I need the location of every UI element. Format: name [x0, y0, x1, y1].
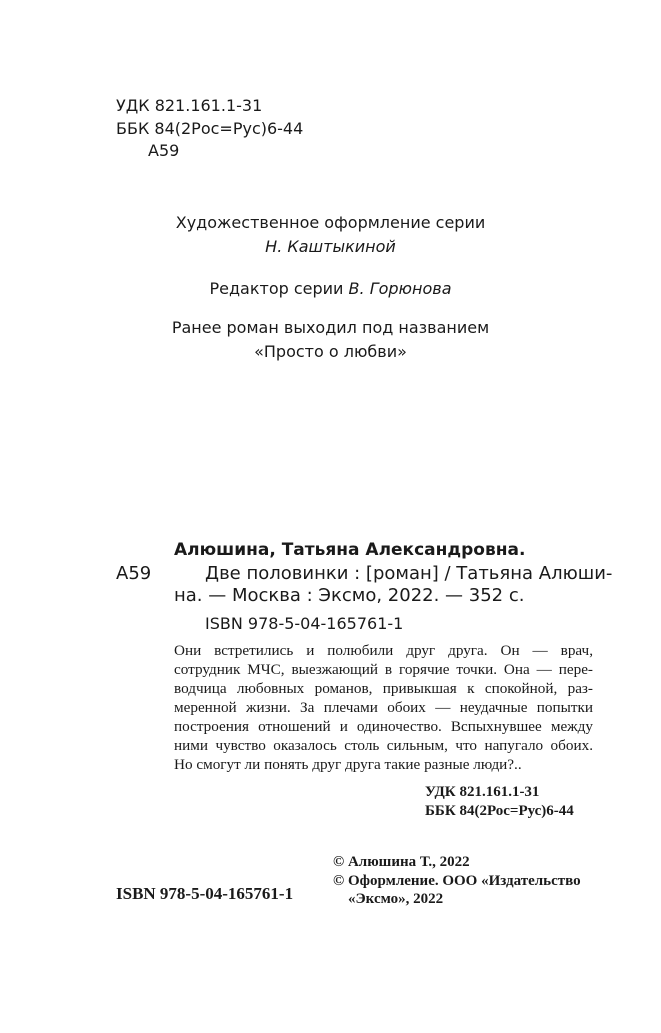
- previous-title: «Просто о любви»: [254, 342, 407, 361]
- annotation-line: Но смогут ли понять друг друга такие разные люди?..: [174, 756, 522, 773]
- author-sign: А59: [116, 563, 152, 584]
- annotation-line: ними чувство оказалось столь сильным, что напугало обоих.: [174, 737, 593, 754]
- previous-title-label: Ранее роман выходил под названием: [171, 318, 490, 337]
- copyright-publisher: «Эксмо», 2022: [348, 891, 444, 907]
- series-editor-name: В. Горюнова: [348, 279, 452, 298]
- description-line-1: Две половинки : [роман] / Татьяна Алюши-: [205, 563, 613, 584]
- annotation-line: меренной жизни. За плечами обоих — неудачные попытки: [174, 699, 593, 716]
- annotation-line: водчица любовных романов, привыкшая к спокойной, раз-: [174, 680, 593, 697]
- bbk-code-bottom: ББК 84(2Рос=Рус)6-44: [425, 803, 574, 819]
- udk-code-bottom: УДК 821.161.1-31: [425, 784, 540, 800]
- copyright-author: © Алюшина Т., 2022: [333, 854, 470, 870]
- footer-isbn: ISBN 978-5-04-165761-1: [116, 884, 294, 903]
- series-editor-label: Редактор серии: [209, 279, 349, 298]
- author-sign-top: А59: [148, 141, 180, 160]
- author-heading: Алюшина, Татьяна Александровна.: [174, 540, 526, 560]
- series-designer-name: Н. Каштыкиной: [265, 237, 396, 256]
- annotation-line: Они встретились и полюбили друг друга. Он — врач,: [174, 642, 593, 659]
- copyright-design: © Оформление. ООО «Издательство: [333, 873, 581, 889]
- catalog-isbn: ISBN 978-5-04-165761-1: [205, 614, 404, 633]
- series-design-label: Художественное оформление серии: [175, 213, 486, 232]
- series-editor-line: [0, 279, 661, 298]
- annotation-line: сотрудник МЧС, выезжающий в горячие точки. Она — пере-: [174, 661, 593, 678]
- description-line-2: на. — Москва : Эксмо, 2022. — 352 с.: [174, 585, 525, 606]
- annotation-line: построения отношений и одиночество. Вспыхнувшее между: [174, 718, 593, 735]
- udk-code-top: УДК 821.161.1-31: [116, 96, 263, 115]
- bbk-code-top: ББК 84(2Рос=Рус)6-44: [116, 119, 304, 138]
